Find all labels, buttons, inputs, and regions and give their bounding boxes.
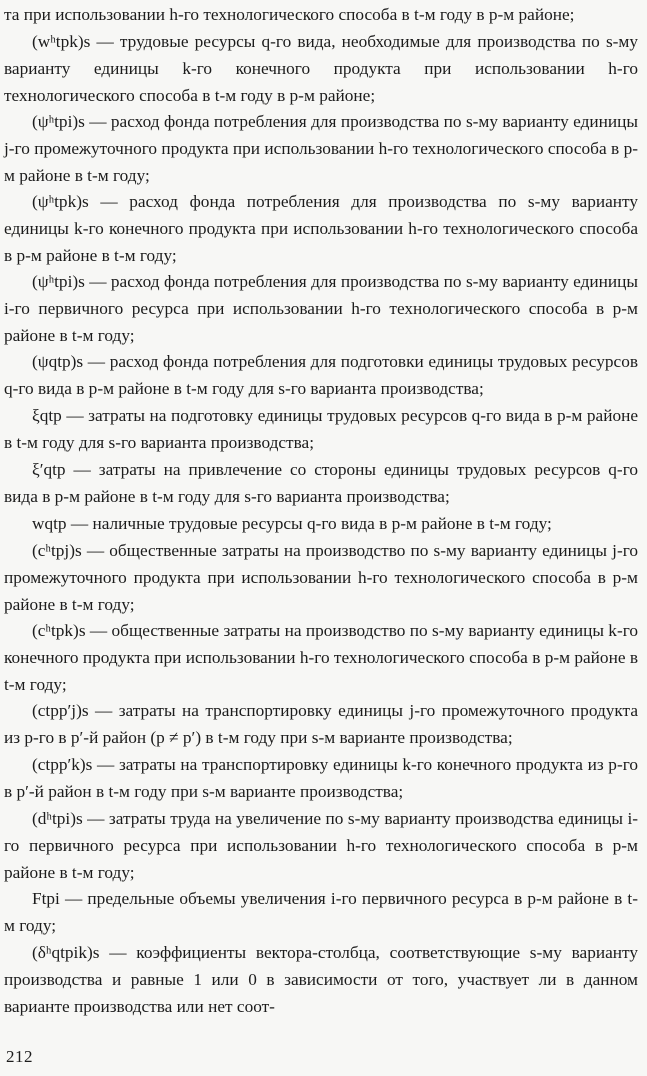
paragraph-text: (ctpp′j)s — затраты на транспортировку единицы j-го промежуточного продукта из p-го в p′-й район (p ≠ p′) в t-м году при s-м варианте производства; xyxy=(4,701,638,747)
definition-paragraph xyxy=(4,806,638,886)
definition-paragraph xyxy=(4,403,638,457)
paragraph-text: (dʰtpi)s — затраты труда на увеличение по s-му варианту производства единицы i-го первичного ресурса при использовании h-го технологического способа в p-м районе в t-м году; xyxy=(4,809,638,882)
definition-paragraph xyxy=(4,2,638,29)
page-number: 212 xyxy=(6,1047,33,1066)
definition-paragraph xyxy=(4,538,638,618)
definition-paragraph xyxy=(4,698,638,752)
definition-paragraph xyxy=(4,349,638,403)
paragraph-text: ξ′qtp — затраты на привлечение со стороны единицы трудовых ресурсов q-го вида в p-м районе в t-м году для s-го варианта производства; xyxy=(4,460,638,506)
paragraph-text: (cʰtpk)s — общественные затраты на производство по s-му варианту единицы k-го конечного продукта при использовании h-го технологического способа в p-м районе в t-м году; xyxy=(4,621,638,694)
paragraph-text: Ftpi — предельные объемы увеличения i-го первичного ресурса в p-м районе в t-м году; xyxy=(4,889,638,935)
paragraph-text: (wʰtpk)s — трудовые ресурсы q-го вида, необходимые для производства по s-му варианту единицы k-го конечного продукта при использовании h-го технологического способа в t-м году в p-м районе; xyxy=(4,32,638,105)
paragraph-text: (ψqtp)s — расход фонда потребления для подготовки единицы трудовых ресурсов q-го вида в p-м районе в t-м году для s-го варианта производства; xyxy=(4,352,638,398)
definition-paragraph xyxy=(4,618,638,698)
definition-paragraph xyxy=(4,752,638,806)
paragraph-text: (ψʰtpi)s — расход фонда потребления для производства по s-му варианту единицы j-го промежуточного продукта при использовании h-го технологического способа в p-м районе в t-м году; xyxy=(4,112,638,185)
paragraph-text: (cʰtpj)s — общественные затраты на производство по s-му варианту единицы j-го промежуточного продукта при использовании h-го технологического способа в p-м районе в t-м году; xyxy=(4,541,638,614)
definition-paragraph xyxy=(4,511,638,538)
paragraph-text: (ψʰtpi)s — расход фонда потребления для производства по s-му варианту единицы i-го первичного ресурса при использовании h-го технологического способа в p-м районе в t-м году; xyxy=(4,272,638,345)
definition-paragraph xyxy=(4,940,638,1020)
definition-paragraph xyxy=(4,457,638,511)
paragraph-text: (ctpp′k)s — затраты на транспортировку единицы k-го конечного продукта из p-го в p′-й район в t-м году при s-м варианте производства; xyxy=(4,755,638,801)
paragraph-text: ξqtp — затраты на подготовку единицы трудовых ресурсов q-го вида в p-м районе в t-м году для s-го варианта производства; xyxy=(4,406,638,452)
paragraph-text: (δʰqtpik)s — коэффициенты вектора-столбца, соответствующие s-му варианту производства и равные 1 или 0 в зависимости от того, участвует ли в данном варианте производства или нет соот- xyxy=(4,943,638,1016)
paragraph-text: (ψʰtpk)s — расход фонда потребления для производства по s-му варианту единицы k-го конечного продукта при использовании h-го технологического способа в p-м районе в t-м году; xyxy=(4,192,638,265)
paragraph-text: wqtp — наличные трудовые ресурсы q-го вида в p-м районе в t-м году; xyxy=(32,514,552,533)
definition-paragraph xyxy=(4,269,638,349)
definition-paragraph xyxy=(4,886,638,940)
paragraph-text: та при использовании h-го технологического способа в t-м году в p-м районе; xyxy=(4,5,575,24)
definition-paragraph xyxy=(4,189,638,269)
definition-paragraph xyxy=(4,109,638,189)
definition-paragraph xyxy=(4,29,638,109)
